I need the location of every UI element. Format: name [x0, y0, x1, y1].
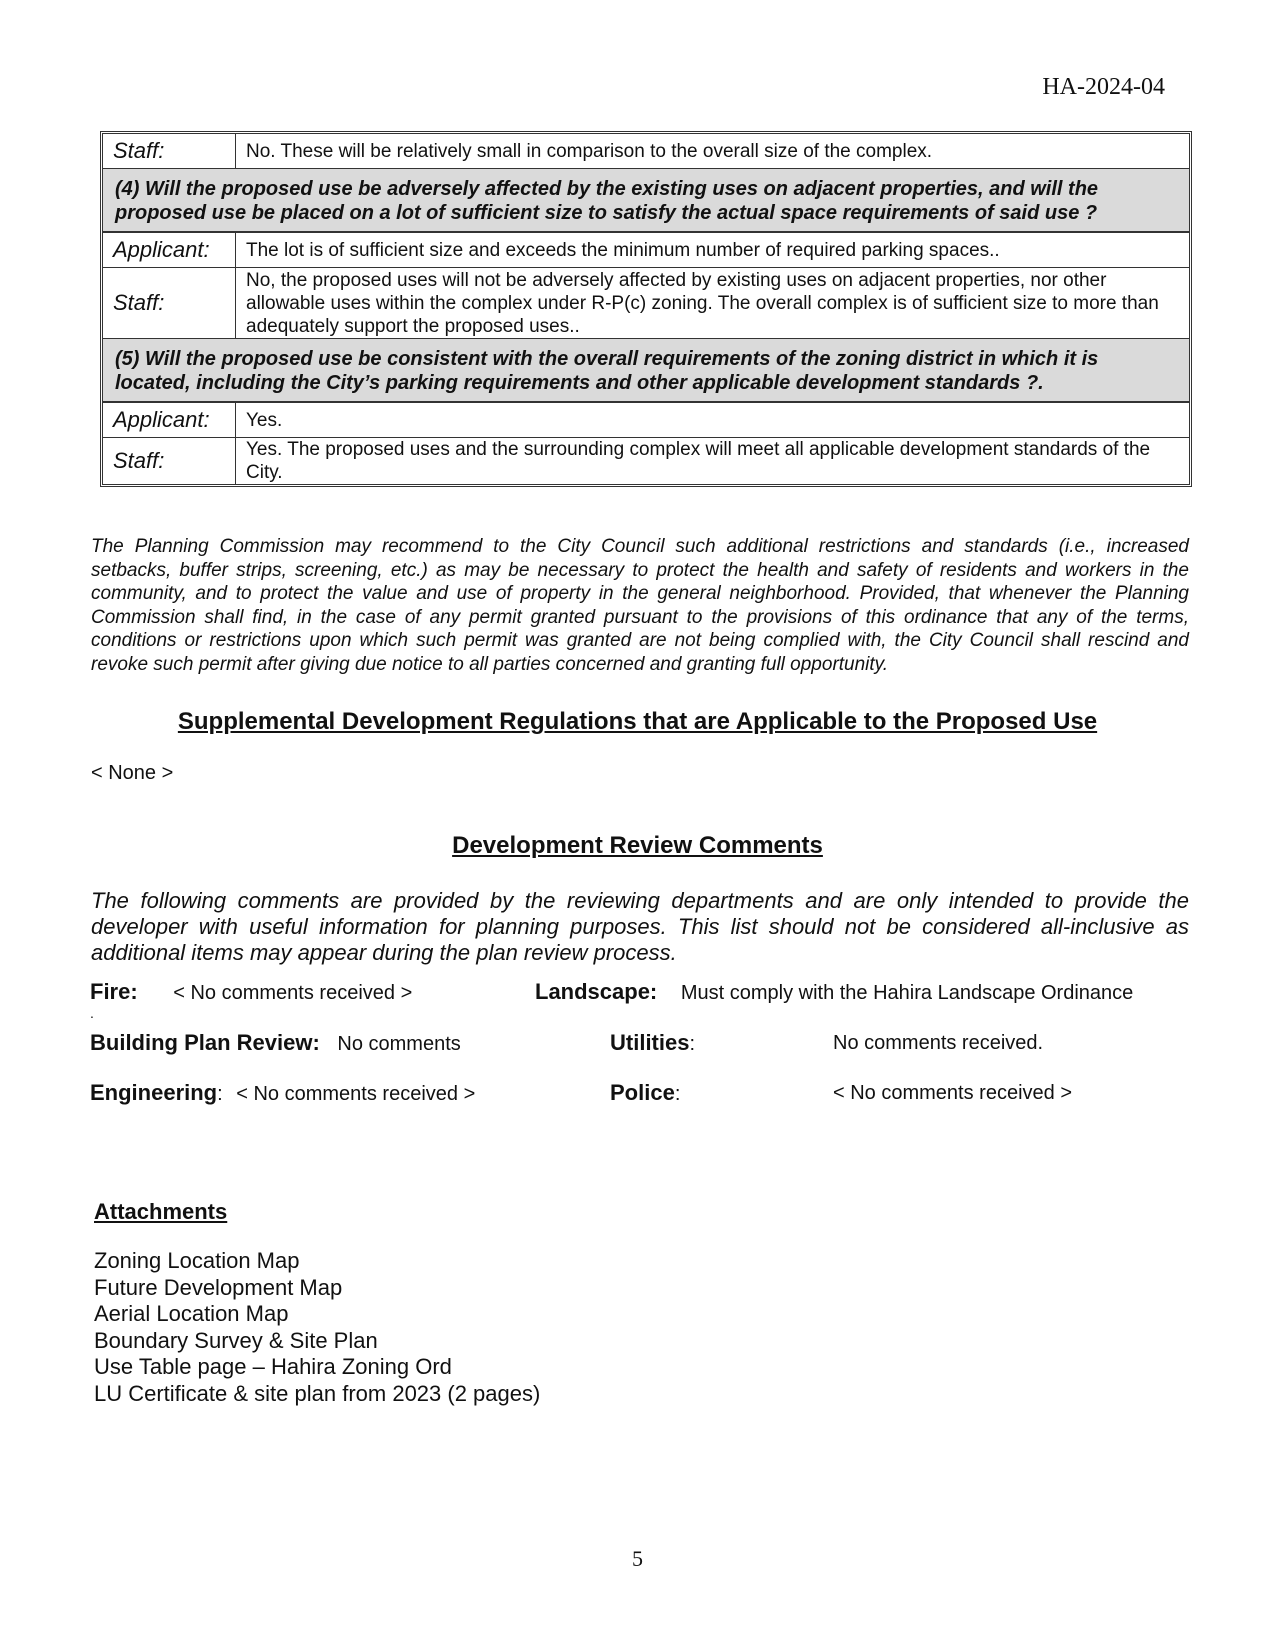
page-number: 5 — [632, 1546, 643, 1571]
comment-utilities — [610, 1030, 695, 1056]
comment-building — [90, 1030, 461, 1056]
staff-answer: No, the proposed uses will not be adversely affected by existing uses on adjacent properties, nor other allowable uses within the complex under R-P(c) zoning. The overall complex is of sufficient size to more than adequately support the proposed uses.. — [246, 269, 1159, 337]
development-review-heading: Development Review Comments — [452, 832, 823, 859]
comment-value: < No comments received > — [173, 982, 413, 1004]
role-label: Applicant: — [103, 403, 236, 437]
role-label: Staff: — [103, 438, 236, 484]
attachments-title: Attachments — [94, 1199, 228, 1224]
attachments-list — [94, 1248, 540, 1407]
role-label: Applicant: — [103, 233, 236, 267]
comment-colon: : — [674, 1083, 681, 1105]
comment-colon: : — [689, 1033, 696, 1055]
criteria-table — [100, 131, 1192, 487]
comment-engineering — [90, 1080, 475, 1106]
table-row — [103, 134, 1189, 169]
supplemental-heading: Supplemental Development Regulations that are Applicable to the Proposed Use — [177, 708, 1098, 735]
applicant-answer: Yes. — [246, 409, 283, 431]
table-row — [103, 268, 1189, 339]
comment-colon: : — [217, 1083, 223, 1105]
table-row — [103, 403, 1189, 438]
comment-value: No comments received. — [833, 1032, 1044, 1054]
comment-label: Police — [610, 1080, 675, 1105]
role-label: Staff: — [103, 134, 236, 168]
staff-answer: Yes. The proposed uses and the surrounding complex will meet all applicable development standards of the City. — [246, 439, 1151, 483]
list-item: Boundary Survey & Site Plan — [94, 1327, 378, 1353]
table-row — [103, 233, 1189, 268]
comment-value: < No comments received > — [833, 1082, 1072, 1104]
commission-note: The Planning Commission may recommend to the City Council such additional restrictions and standards (i.e., increased setbacks, buffer strips, screening, etc.) as may be necessary to protect the health and safety of residents and workers in the community, and to protect the value and use of property in the general neighborhood. Provided, that whenever the Planning Commission shall find, in the case of any permit granted pursuant to the provisions of this ordinance that any of the terms, conditions or restrictions upon which such permit was granted are not being complied with, the City Council shall rescind and revoke such permit after giving due notice to all parties concerned and granting full opportunity. — [91, 536, 1189, 675]
comment-label: Landscape: — [535, 979, 658, 1004]
comment-label: Utilities — [610, 1030, 690, 1055]
comment-label: Engineering — [90, 1080, 218, 1105]
stray-mark: . — [90, 1005, 94, 1021]
staff-answer: No. These will be relatively small in comparison to the overall size of the complex. — [246, 140, 933, 162]
comment-value: < No comments received > — [236, 1083, 476, 1105]
list-item: Zoning Location Map — [94, 1248, 300, 1273]
comment-label: Fire: — [90, 979, 138, 1004]
development-review-intro: The following comments are provided by the reviewing departments and are only intended to provide the developer with useful information for planning purposes. This list should not be considered all-inclusive as additional items may appear during the plan review process. — [91, 888, 1189, 965]
list-item: Use Table page – Hahira Zoning Ord — [94, 1354, 452, 1379]
question-4: (4) Will the proposed use be adversely affected by the existing uses on adjacent properties, and will the proposed use be placed on a lot of sufficient size to satisfy the actual space requirements of said use ? — [103, 169, 1189, 233]
comment-landscape — [535, 979, 1133, 1005]
table-row — [103, 438, 1189, 484]
comment-police — [610, 1080, 680, 1106]
comment-value: Must comply with the Hahira Landscape Ordinance — [680, 982, 1134, 1004]
question-5: (5) Will the proposed use be consistent with the overall requirements of the zoning district in which it is located, including the City’s parking requirements and other applicable development standards ?. — [103, 339, 1189, 403]
comment-label: Building Plan Review: — [90, 1030, 320, 1055]
applicant-answer: The lot is of sufficient size and exceeds the minimum number of required parking spaces.. — [246, 239, 1000, 261]
role-label: Staff: — [103, 268, 236, 338]
comment-value: No comments — [337, 1033, 461, 1055]
comment-fire — [90, 979, 412, 1005]
list-item: Aerial Location Map — [94, 1301, 289, 1326]
list-item: LU Certificate & site plan from 2023 (2 pages) — [94, 1380, 541, 1406]
supplemental-value: < None > — [91, 762, 174, 784]
list-item: Future Development Map — [94, 1274, 343, 1300]
case-number: HA-2024-04 — [1042, 74, 1165, 100]
